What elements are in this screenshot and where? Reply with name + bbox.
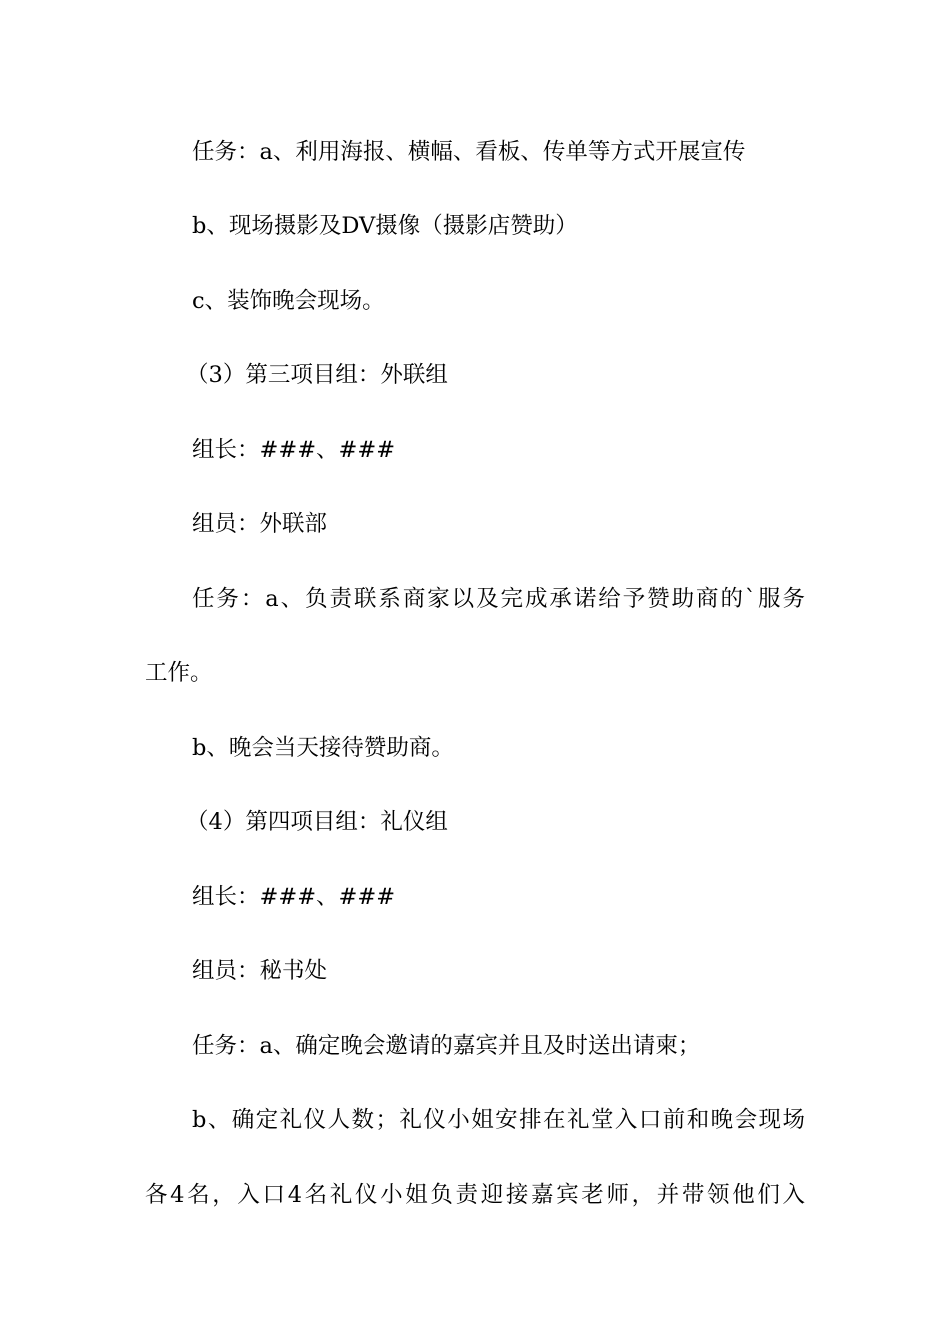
task-line-etiquette-b-cont: 各4名，入口4名礼仪小姐负责迎接嘉宾老师，并带领他们入 xyxy=(145,1182,805,1208)
task-line-publicity-c: c、装饰晚会现场。 xyxy=(192,288,385,314)
group-3-members: 组员：外联部 xyxy=(192,511,328,537)
task-line-liaison-a: 任务：a、负责联系商家以及完成承诺给予赞助商的`服务 xyxy=(192,586,805,612)
task-line-etiquette-b: b、确定礼仪人数；礼仪小姐安排在礼堂入口前和晚会现场 xyxy=(192,1107,805,1133)
task-line-publicity-a: 任务：a、利用海报、横幅、看板、传单等方式开展宣传 xyxy=(192,139,746,165)
task-line-etiquette-a: 任务：a、确定晚会邀请的嘉宾并且及时送出请柬； xyxy=(192,1033,701,1059)
group-3-leader: 组长：###、### xyxy=(192,437,396,463)
group-4-members: 组员：秘书处 xyxy=(192,958,328,984)
task-line-publicity-b: b、现场摄影及DV摄像（摄影店赞助） xyxy=(192,213,578,239)
task-line-liaison-a-cont: 工作。 xyxy=(145,660,213,686)
section-heading-group-4: （4）第四项目组：礼仪组 xyxy=(186,809,448,835)
group-4-leader: 组长：###、### xyxy=(192,884,396,910)
section-heading-group-3: （3）第三项目组：外联组 xyxy=(186,362,448,388)
task-line-liaison-b: b、晚会当天接待赞助商。 xyxy=(192,735,454,761)
